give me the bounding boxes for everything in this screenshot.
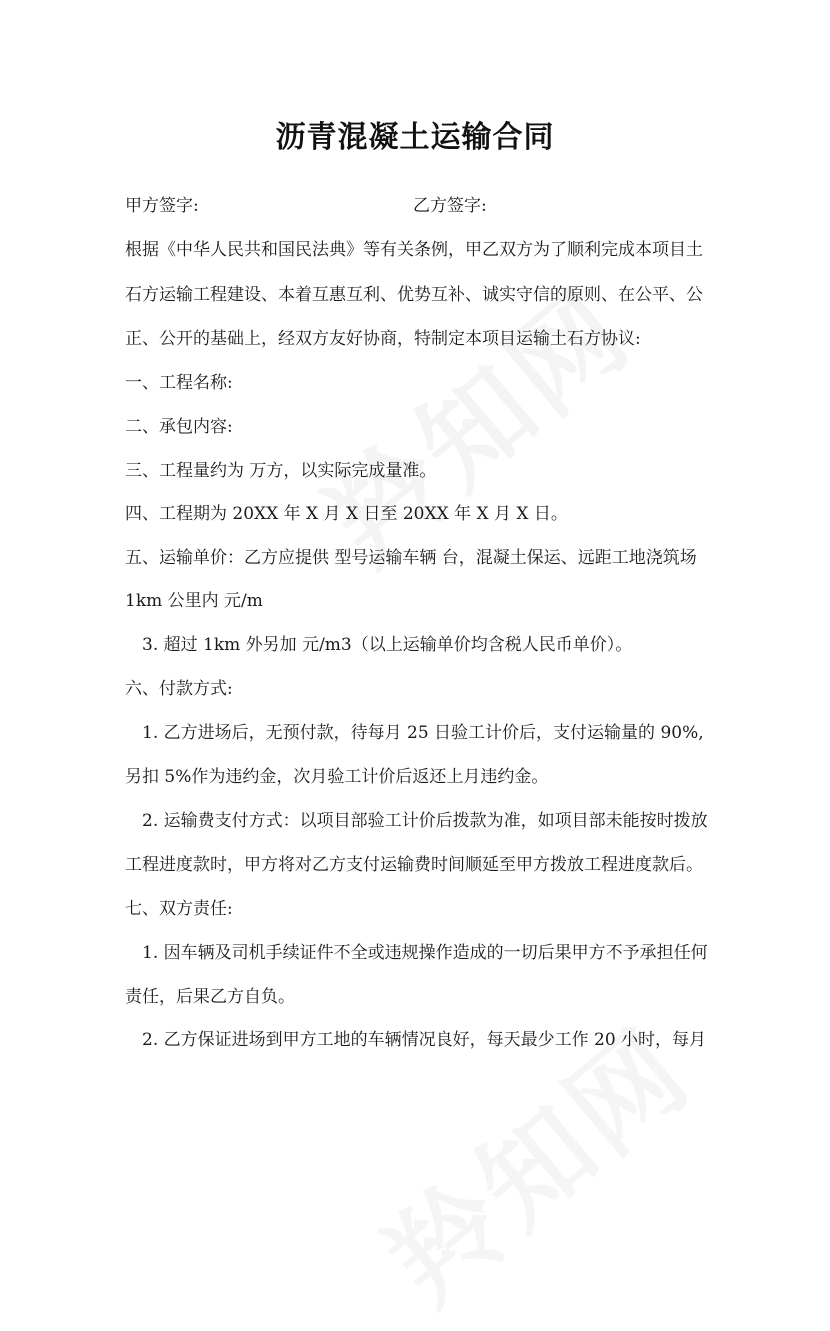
body-line: 根据《中华人民共和国民法典》等有关条例，甲乙双方为了顺利完成本项目土 — [125, 240, 703, 260]
body-line: 1km 公里内 元/m — [125, 591, 263, 611]
list-item: 2. 乙方保证进场到甲方工地的车辆情况良好，每天最少工作 20 小时，每月 — [142, 1030, 707, 1050]
party-a-signature-label: 甲方签字: — [125, 196, 199, 216]
section-heading: 一、工程名称: — [125, 373, 233, 393]
body-line: 工程进度款时，甲方将对乙方支付运输费时间顺延至甲方拨放工程进度款后。 — [125, 855, 703, 875]
body-line: 石方运输工程建设、本着互惠互利、优势互补、诚实守信的原则、在公平、公 — [125, 285, 703, 305]
body-line: 正、公开的基础上，经双方友好协商，特制定本项目运输土石方协议: — [125, 329, 641, 349]
section-heading: 二、承包内容: — [125, 417, 233, 437]
section-heading: 五、运输单价：乙方应提供 型号运输车辆 台，混凝土保运、远距工地浇筑场 — [125, 548, 697, 568]
section-heading: 四、工程期为 20XX 年 X 月 X 日至 20XX 年 X 月 X 日。 — [125, 504, 568, 524]
section-heading: 三、工程量约为 万方，以实际完成量准。 — [125, 461, 437, 481]
section-heading: 七、双方责任: — [125, 899, 233, 919]
list-item: 2. 运输费支付方式：以项目部验工计价后拨款为准，如项目部未能按时拨放 — [142, 811, 708, 831]
document-title: 沥青混凝土运输合同 — [275, 120, 555, 155]
body-line: 另扣 5%作为违约金，次月验工计价后返还上月违约金。 — [125, 767, 549, 787]
body-line: 责任，后果乙方自负。 — [125, 987, 295, 1007]
list-item: 1. 因车辆及司机手续证件不全或违规操作造成的一切后果甲方不予承担任何 — [142, 943, 708, 963]
list-item: 1. 乙方进场后，无预付款，待每月 25 日验工计价后，支付运输量的 90%, — [142, 723, 704, 743]
section-heading: 六、付款方式: — [125, 679, 233, 699]
list-item: 3. 超过 1km 外另加 元/m3（以上运输单价均含税人民币单价）。 — [142, 635, 633, 655]
party-b-signature-label: 乙方签字: — [413, 196, 487, 216]
